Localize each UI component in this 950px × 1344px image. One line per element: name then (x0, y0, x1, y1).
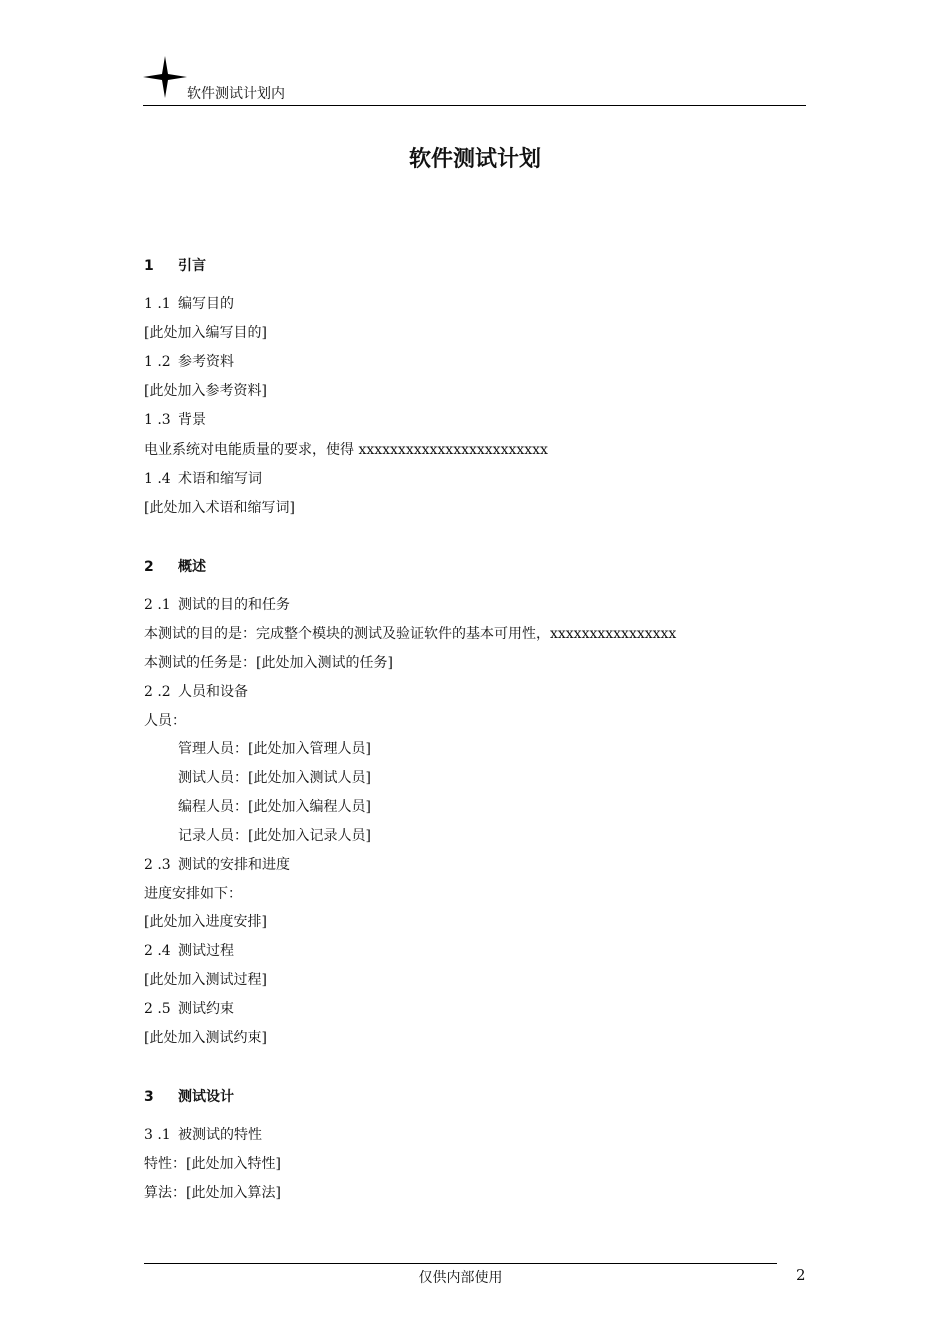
section-heading-1: 1 引言 (144, 258, 206, 274)
staff-item: 测试人员：[此处加入测试人员] (178, 770, 371, 786)
paragraph: 特性：[此处加入特性] (144, 1156, 281, 1172)
header-divider (143, 105, 806, 106)
paragraph: [此处加入测试过程] (144, 972, 267, 988)
subsection-heading: 2 .2 人员和设备 (144, 684, 248, 700)
subsection-heading: 2 .5 测试约束 (144, 1001, 234, 1017)
subsection-heading: 2 .4 测试过程 (144, 943, 234, 959)
subsection-heading: 3 .1 被测试的特性 (144, 1127, 262, 1143)
paragraph: [此处加入术语和缩写词] (144, 500, 295, 516)
staff-item: 编程人员：[此处加入编程人员] (178, 799, 371, 815)
footer-note: 仅供内部使用 (418, 1270, 503, 1286)
paragraph: [此处加入进度安排] (144, 914, 267, 930)
subsection-heading: 1 .3 背景 (144, 412, 206, 428)
subsection-heading: 1 .4 术语和缩写词 (144, 471, 262, 487)
paragraph: [此处加入参考资料] (144, 383, 267, 399)
paragraph: 本测试的目的是：完成整个模块的测试及验证软件的基本可用性，xxxxxxxxxxxxxxxx (144, 626, 677, 642)
section-heading-2: 2 概述 (144, 559, 206, 575)
paragraph: [此处加入测试约束] (144, 1030, 267, 1046)
paragraph: 算法：[此处加入算法] (144, 1185, 281, 1201)
document-title: 软件测试计划 (408, 147, 541, 172)
staff-item: 管理人员：[此处加入管理人员] (178, 741, 371, 757)
subsection-heading: 1 .1 编写目的 (144, 296, 234, 312)
subsection-heading: 2 .3 测试的安排和进度 (144, 857, 290, 873)
page-header (143, 54, 806, 106)
paragraph: 进度安排如下： (144, 886, 242, 902)
paragraph: 电业系统对电能质量的要求，使得 xxxxxxxxxxxxxxxxxxxxxxxx (144, 442, 548, 458)
section-heading-3: 3 测试设计 (144, 1089, 234, 1105)
four-point-star-icon (143, 56, 187, 98)
page-number: 2 (796, 1266, 806, 1284)
subsection-heading: 1 .2 参考资料 (144, 354, 234, 370)
header-title: 软件测试计划内 (187, 86, 285, 102)
paragraph: 本测试的任务是：[此处加入测试的任务] (144, 655, 393, 671)
subsection-heading: 2 .1 测试的目的和任务 (144, 597, 290, 613)
paragraph: 人员： (144, 713, 186, 729)
footer-divider (144, 1263, 777, 1264)
paragraph: [此处加入编写目的] (144, 325, 267, 341)
staff-item: 记录人员：[此处加入记录人员] (178, 828, 371, 844)
